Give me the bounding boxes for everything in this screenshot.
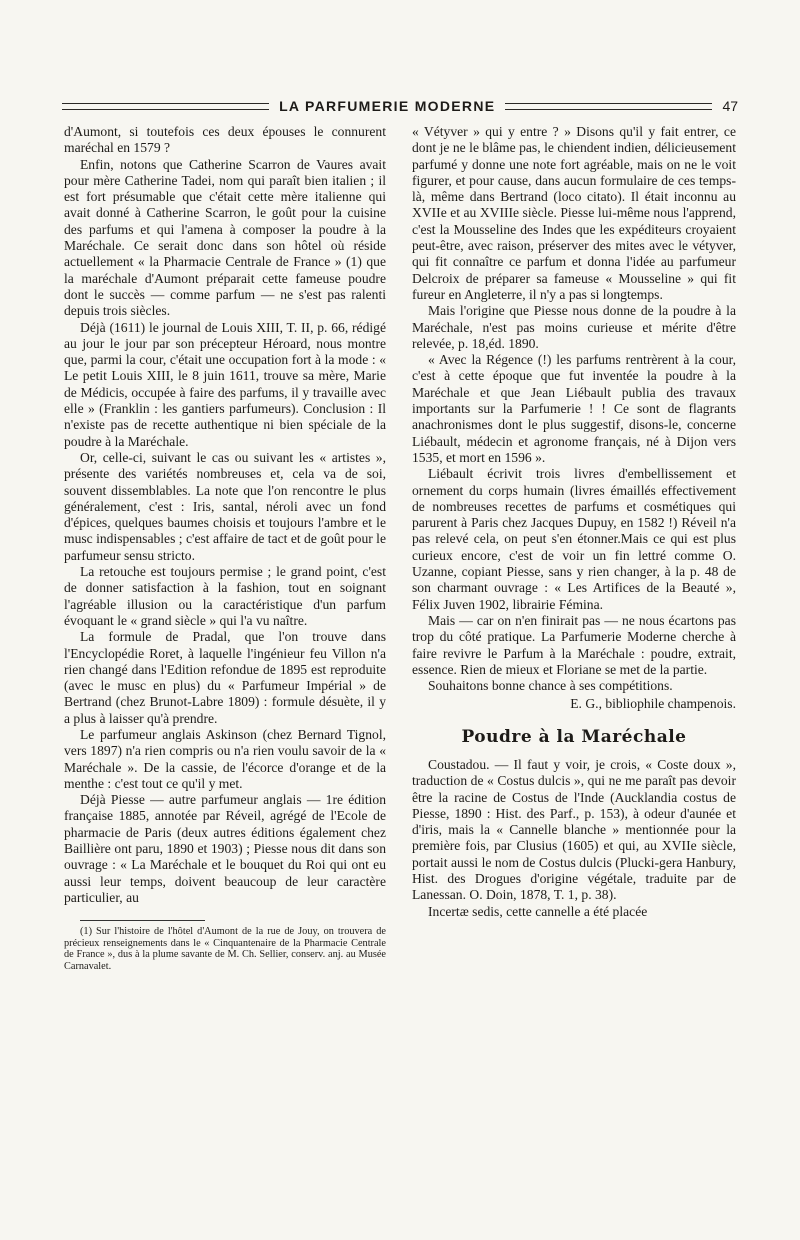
section-heading: Poudre à la Maréchale: [461, 726, 687, 747]
author-signature: E. G., bibliophile champenois.: [570, 696, 736, 712]
paragraph: Mais l'origine que Piesse nous donne de la poudre à la Maréchale, n'est pas moins curieuse et mérite d'être relevée, p. 18,éd. 1890.: [412, 303, 736, 351]
paragraph: Incertæ sedis, cette cannelle a été placée: [428, 903, 648, 919]
paragraph: d'Aumont, si toutefois ces deux épouses le connurent maréchal en 1579 ?: [64, 124, 386, 156]
paragraph: Déjà Piesse — autre parfumeur anglais — 1re édition française 1885, annotée par Réveil, agrégé de l'Ecole de pharmacie de Paris (deux autres éditions également chez Baillière ont paru, 1890 et 1903) ; Piesse nous dit dans son ouvrage : « La Maréchale et le bouquet du Roi qui ont eu aussi leur temps, doivent beaucoup de leur caractère particulier, au: [64, 792, 386, 905]
page-number: 47: [722, 98, 739, 114]
footnote-divider: [80, 920, 205, 921]
paragraph: Enfin, notons que Catherine Scarron de Vaures avait pour mère Catherine Tadei, nom qui paraît bien italien ; il est fort présumable que c'était cette mère italienne qui avait donné à Catherine Scarron, le goût pour la cuisine des parfums et qui l'amena à composer la poudre à la Maréchale. Ce serait donc dans son hôtel où réside actuellement « la Pharmacie Centrale de France » (1) que la maréchale d'Aumont préparait cette fameuse poudre dont le succès — comme parfum — ne s'est pas ralenti depuis trois siècles.: [64, 156, 386, 319]
paragraph: Mais — car on n'en finirait pas — ne nous écartons pas trop du côté pratique. La Parfumerie Moderne cherche à faire revivre le Parfum à la Maréchale : poudre, extrait, essence. Rien de mieux et Floriane se met de la partie.: [412, 612, 736, 677]
header-rule-right: [505, 103, 712, 110]
journal-title: LA PARFUMERIE MODERNE: [279, 98, 496, 114]
paragraph: Coustadou. — Il faut y voir, je crois, « Coste doux », traduction de « Costus dulcis », qui ne me paraît pas devoir être la racine de Costus de l'Inde (Aucklandia costus de Piesse, 1890 : Hist. des Parf., p. 153), à odeur d'aunée et d'iris, mais la « Cannelle blanche » mentionnée pour la première fois, par Clusius (1605) et qui, au XVIIe siècle, portait aussi le nom de Costus dulcis (Plucki-gera Hanbury, Hist. des Drogues d'origine végétale, traduite par de Lanessan. O. Doin, 1878, T. 1, p. 38).: [412, 756, 736, 903]
right-column: [412, 124, 736, 920]
paragraph: Or, celle-ci, suivant le cas ou suivant les « artistes », présente des variétés nombreuses et, cela va de soi, souvent dissemblables. La note que l'on rencontre le plus généralement, c'est : Iris, santal, néroli avec un fond d'épices, quelques baumes choisis et toujours l'ambre et le musc indispensables ; c'est affaire de tact et de goût pour le parfumeur sensu stricto.: [64, 449, 386, 563]
header-rule-left: [62, 103, 269, 110]
running-header: [62, 96, 738, 116]
paragraph: Liébault écrivit trois livres d'embellissement et ornement du corps humain (livres émaillés effectivement de nombreuses recettes de parfums et cosmétiques qui parurent à Paris chez Jacques Dupuy, en 1582 !) Réveil n'a pas relevé cela, on peut s'en étonner.Mais ce qui est plus curieux encore, c'est de voir un fin lettré comme O. Uzanne, copiant Piesse, sans y rien changer, à la p. 48 de son charmant ouvrage : « Les Artifices de la Beauté », Félix Juven 1902, librairie Fémina.: [412, 466, 736, 612]
paragraph: Souhaitons bonne chance à ses compétitions.: [428, 678, 673, 694]
paragraph: La formule de Pradal, que l'on trouve dans l'Encyclopédie Roret, à laquelle l'ingénieur feu Villon n'a rien changé dans l'Edition refondue de 1895 est reproduite (avec le musc en plus) du « Parfumeur Impérial » de Bertrand (chez Brunot-Labre 1809) : formule désuète, il y a plus à laisser qu'à prendre.: [64, 629, 386, 726]
footnote: (1) Sur l'histoire de l'hôtel d'Aumont de la rue de Jouy, on trouvera de précieux renseignements dans le « Cinquantenaire de la Pharmacie Centrale de France », dus à la plume savante de M. Ch. Sellier, conserv. anj. au Musée Carnavalet.: [64, 926, 386, 973]
left-column: [64, 124, 386, 973]
paragraph: « Vétyver » qui y entre ? » Disons qu'il y fait entrer, ce dont je ne le blâme pas, le chiendent indien, délicieusement parfumé y donne une note fort agréable, mais on ne le voit figurer, et pour cause, dans aucun formulaire de ces temps-là, même dans Bertrand (loco citato). Il était inconnu au XVIIe et au XVIIIe siècle. Piesse lui-même nous l'apprend, c'est la Mousseline des Indes que les expéditeurs croyaient peut-être, avec raison, préserver des mites avec le vétyver, qui fit connaître ce parfum et donna l'idée au parfumeur Delcroix de préparer sa fameuse « Mousseline » qui fit fureur en Angleterre, il n'y a pas si longtemps.: [412, 124, 736, 302]
paragraph: « Avec la Régence (!) les parfums rentrèrent à la cour, c'est à cette époque que fut inventée la poudre à la Maréchale et que Jean Liébault publia des travaux importants sur la Parfumerie ! ! Ce sont de flagrants anachronismes dont le plus suggestif, disons-le, concerne Liébault, médecin et agronome français, né à Dijon vers 1535, et mort en 1596 ».: [412, 352, 736, 465]
paragraph: Déjà (1611) le journal de Louis XIII, T. II, p. 66, rédigé au jour le jour par son précepteur Héroard, nous montre que, parmi la cour, c'était une occupation fort à la mode : « Le petit Louis XIII, le 8 juin 1611, trouve sa mère, Marie de Médicis, occupée à faire des parfums, il y travaille avec elle » (Franklin : les gantiers parfumeurs). Conclusion : Il n'existe pas de recette authentique ni bien spéciale de la poudre à la Maréchale.: [64, 319, 386, 449]
paragraph: Le parfumeur anglais Askinson (chez Bernard Tignol, vers 1897) n'a rien compris ou n'a rien voulu savoir de la « Maréchale ». De la cassie, de l'écorce d'orange et de la menthe : c'est tout ce qu'il y met.: [64, 726, 386, 791]
paragraph: La retouche est toujours permise ; le grand point, c'est de donner satisfaction à la fashion, tout en soignant l'agréable illusion ou la caractéristique d'un parfum évoquant le « grand siècle » qui l'a vu naître.: [64, 564, 386, 628]
